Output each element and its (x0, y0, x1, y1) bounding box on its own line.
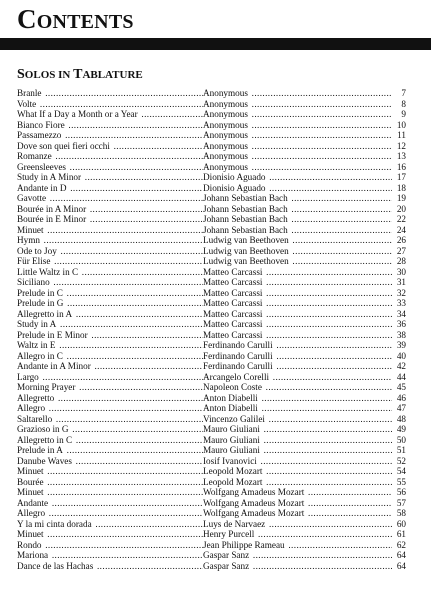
toc-entry[interactable] (17, 403, 406, 414)
toc-entry-composer-text: Matteo Carcassi (203, 298, 263, 308)
toc-entry-page: 56 (392, 487, 406, 498)
toc-entry-page: 42 (392, 361, 406, 372)
toc-entry-title (17, 477, 203, 488)
toc-entry-composer-text: Jean Philippe Rameau (203, 539, 285, 550)
toc-entry-title-text: What If a Day a Month or a Year (17, 109, 138, 119)
toc-entry-page: 48 (392, 414, 406, 425)
toc-entry-composer (203, 193, 392, 204)
toc-entry-composer (203, 235, 392, 246)
toc-entry[interactable] (17, 561, 406, 572)
toc-entry-composer-text: Dionisio Aguado (203, 182, 266, 193)
toc-entry-title (17, 424, 203, 435)
toc-entry-title (17, 340, 203, 351)
toc-entry-composer-text: Gaspar Sanz (203, 550, 250, 560)
toc-entry[interactable] (17, 193, 406, 204)
toc-entry-composer-text: Arcangelo Corelli (203, 371, 270, 382)
toc-entry-page: 22 (392, 214, 406, 225)
toc-entry-title (17, 498, 203, 509)
toc-entry[interactable] (17, 435, 406, 446)
toc-entry[interactable] (17, 99, 406, 110)
toc-entry-title-text: Waltz in E (17, 340, 56, 350)
toc-entry[interactable] (17, 298, 406, 309)
toc-entry[interactable] (17, 466, 406, 477)
toc-entry-composer (203, 403, 392, 414)
toc-entry-title-text: Allegretto (17, 392, 55, 403)
toc-entry-composer (203, 277, 392, 288)
toc-entry-composer (203, 225, 392, 236)
toc-entry-title (17, 141, 203, 152)
toc-entry-composer (203, 340, 392, 351)
toc-entry-title-text: Little Waltz in C (17, 266, 79, 277)
toc-entry[interactable] (17, 288, 406, 299)
toc-entry[interactable] (17, 550, 406, 561)
toc-entry-title-text: Prelude in C (17, 287, 63, 298)
toc-entry-title (17, 456, 203, 467)
section-title (17, 67, 143, 83)
toc-entry-composer-text: Anton Diabelli (203, 392, 258, 403)
toc-entry-title (17, 99, 203, 110)
toc-entry-composer (203, 267, 392, 278)
page-title-initial: C (17, 4, 37, 34)
toc-entry-composer-text: Mauro Giuliani (203, 424, 260, 434)
toc-entry-composer-text: Vincenzo Galilei (203, 413, 265, 424)
toc-entry-composer (203, 88, 392, 99)
toc-entry-title (17, 193, 203, 204)
toc-entry-page: 55 (392, 477, 406, 488)
toc-entry-title-text: Prelude in A (17, 445, 63, 455)
toc-entry-title (17, 393, 203, 404)
toc-entry-title-text: Romanze (17, 151, 52, 161)
toc-entry-composer (203, 466, 392, 477)
toc-entry[interactable] (17, 498, 406, 509)
toc-entry-composer (203, 456, 392, 467)
toc-entry[interactable] (17, 172, 406, 183)
toc-entry-title (17, 151, 203, 162)
toc-entry-composer-text: Dionisio Aguado (203, 172, 266, 182)
toc-entry[interactable] (17, 477, 406, 488)
toc-entry-composer-text: Anonymous (203, 140, 248, 151)
toc-entry-title-text: Allegretto in A (17, 308, 73, 319)
toc-entry-composer (203, 183, 392, 194)
toc-entry-composer-text: Leopold Mozart (203, 476, 263, 487)
toc-entry-title (17, 561, 203, 572)
toc-entry-title (17, 519, 203, 530)
toc-entry-title (17, 183, 203, 194)
toc-entry-title-text: Saltarello (17, 413, 53, 424)
toc-entry-composer (203, 162, 392, 173)
toc-entry-composer-text: Anonymous (203, 151, 248, 161)
toc-entry-page: 45 (392, 382, 406, 393)
toc-entry-composer-text: Ludwig van Beethoven (203, 256, 289, 266)
toc-entry-composer (203, 477, 392, 488)
toc-entry-title-text: Morning Prayer (17, 382, 76, 392)
toc-entry-composer (203, 246, 392, 257)
toc-entry-title-text: Branle (17, 88, 42, 98)
toc-entry-title (17, 361, 203, 372)
toc-entry-page: 24 (392, 225, 406, 236)
toc-entry-composer-text: Matteo Carcassi (203, 277, 263, 287)
toc-entry[interactable] (17, 162, 406, 173)
toc-entry-title-text: Allegro in C (17, 350, 63, 361)
toc-entry-composer-text: Johann Sebastian Bach (203, 214, 288, 224)
toc-entry-page: 10 (392, 120, 406, 131)
toc-entry[interactable] (17, 309, 406, 320)
toc-entry-composer (203, 204, 392, 215)
toc-entry-page: 36 (392, 319, 406, 330)
toc-entry-title-text: Volte (17, 98, 37, 109)
toc-entry-composer-text: Wolfgang Amadeus Mozart (203, 487, 305, 497)
toc-entry-page: 52 (392, 456, 406, 467)
toc-entry-page: 44 (392, 372, 406, 383)
toc-entry[interactable] (17, 382, 406, 393)
toc-entry-title-text: Danube Waves (17, 455, 72, 466)
section-title-initial-2: T (73, 67, 83, 82)
toc-entry-page: 62 (392, 540, 406, 551)
toc-entry-page: 30 (392, 267, 406, 278)
toc-entry[interactable] (17, 120, 406, 131)
toc-entry-title (17, 435, 203, 446)
toc-entry-composer (203, 372, 392, 383)
toc-entry-title-text: Rondo (17, 539, 42, 550)
toc-entry-composer (203, 309, 392, 320)
toc-entry-composer (203, 445, 392, 456)
toc-entry-page: 8 (392, 99, 406, 110)
toc-entry-title-text: Greensleeves (17, 161, 66, 172)
toc-entry[interactable] (17, 277, 406, 288)
toc-entry-composer (203, 540, 392, 551)
toc-entry-page: 47 (392, 403, 406, 414)
page-title (17, 4, 134, 37)
toc-entry[interactable] (17, 445, 406, 456)
toc-entry-composer (203, 141, 392, 152)
toc-entry-composer (203, 172, 392, 183)
toc-entry-page: 40 (392, 351, 406, 362)
toc-entry[interactable] (17, 246, 406, 257)
toc-entry[interactable] (17, 319, 406, 330)
toc-entry[interactable] (17, 235, 406, 246)
toc-entry-title (17, 382, 203, 393)
toc-entry[interactable] (17, 183, 406, 194)
toc-entry-page: 27 (392, 246, 406, 257)
toc-entry-page: 34 (392, 309, 406, 320)
toc-entry-title (17, 277, 203, 288)
toc-entry-page: 33 (392, 298, 406, 309)
toc-entry-composer-text: Ferdinando Carulli (203, 340, 273, 350)
toc-entry-title (17, 109, 203, 120)
toc-entry-title-text: Prelude in G (17, 298, 64, 308)
toc-entry-composer-text: Leopold Mozart (203, 466, 263, 476)
toc-entry[interactable] (17, 267, 406, 278)
toc-entry-title (17, 540, 203, 551)
toc-entry[interactable] (17, 519, 406, 530)
toc-entry-title (17, 256, 203, 267)
toc-entry[interactable] (17, 141, 406, 152)
toc-entry-title-text: Allegretto in C (17, 434, 73, 445)
toc-entry[interactable] (17, 424, 406, 435)
toc-entry[interactable] (17, 214, 406, 225)
toc-entry-composer (203, 550, 392, 561)
toc-entry-composer (203, 382, 392, 393)
toc-entry-title-text: Prelude in E Minor (17, 329, 88, 340)
toc-entry-title (17, 466, 203, 477)
toc-entry-composer-text: Anonymous (203, 130, 248, 140)
toc-entry-title (17, 330, 203, 341)
toc-entry[interactable] (17, 361, 406, 372)
toc-entry-composer-text: Mauro Giuliani (203, 445, 260, 455)
toc-entry-composer-text: Ferdinando Carulli (203, 350, 273, 361)
toc-entry[interactable] (17, 508, 406, 519)
toc-entry-page: 13 (392, 151, 406, 162)
toc-entry-title-text: Ode to Joy (17, 245, 57, 256)
toc-entry-composer-text: Luys de Narvaez (203, 518, 266, 529)
toc-entry-composer (203, 529, 392, 540)
toc-entry[interactable] (17, 88, 406, 99)
toc-entry-title-text: Minuet (17, 466, 44, 476)
toc-entry-composer-text: Ferdinando Carulli (203, 361, 273, 371)
section-title-rest-2: ABLATURE (82, 69, 143, 81)
toc-entry-composer (203, 130, 392, 141)
toc-entry-title-text: Dance de las Hachas (17, 560, 94, 571)
toc-entry-composer (203, 298, 392, 309)
toc-entry-page: 16 (392, 162, 406, 173)
toc-entry-composer-text: Wolfgang Amadeus Mozart (203, 508, 305, 518)
toc-entry-page: 38 (392, 330, 406, 341)
toc-entry-composer-text: Ludwig van Beethoven (203, 235, 289, 245)
toc-entry-title-text: Bourée in E Minor (17, 214, 87, 224)
toc-entry-title (17, 372, 203, 383)
page-title-rest: ONTENTS (36, 11, 134, 33)
toc-entry-title-text: Hymn (17, 235, 40, 245)
toc-entry[interactable] (17, 204, 406, 215)
toc-entry-title (17, 403, 203, 414)
toc-entry-title (17, 88, 203, 99)
toc-entry-page: 18 (392, 183, 406, 194)
toc-entry-composer-text: Matteo Carcassi (203, 287, 263, 298)
toc-entry-title-text: Bianco Fiore (17, 119, 65, 130)
toc-entry-title-text: Andante in A Minor (17, 361, 91, 371)
toc-entry[interactable] (17, 540, 406, 551)
toc-entry-composer (203, 393, 392, 404)
toc-entry-page: 64 (392, 561, 406, 572)
toc-entry-title-text: Largo (17, 371, 39, 382)
toc-entry-composer-text: Anonymous (203, 161, 248, 172)
toc-entry-title (17, 351, 203, 362)
toc-entry-title-text: Mariona (17, 550, 49, 560)
toc-entry-composer (203, 519, 392, 530)
toc-entry-page: 31 (392, 277, 406, 288)
toc-entry-title-text: Allegro (17, 403, 46, 413)
toc-entry-composer (203, 414, 392, 425)
toc-entry[interactable] (17, 109, 406, 120)
toc-entry-composer-text: Anton Diabelli (203, 403, 258, 413)
toc-entry-composer (203, 361, 392, 372)
toc-entry-title (17, 225, 203, 236)
toc-entry-title (17, 487, 203, 498)
toc-entry-composer-text: Ludwig van Beethoven (203, 245, 289, 256)
toc-entry-page: 57 (392, 498, 406, 509)
toc-entry-title-text: Study in A (17, 319, 57, 329)
toc-entry-composer (203, 151, 392, 162)
toc-entry-page: 58 (392, 508, 406, 519)
toc-entry-page: 26 (392, 235, 406, 246)
toc-entry-composer (203, 288, 392, 299)
toc-entry[interactable] (17, 351, 406, 362)
toc-entry[interactable] (17, 372, 406, 383)
toc-entry-composer-text: Johann Sebastian Bach (203, 193, 288, 203)
toc-list (17, 88, 406, 571)
toc-entry-title-text: Y la mi cinta dorada (17, 518, 92, 529)
toc-entry-title-text: Minuet (17, 487, 44, 497)
toc-entry-title (17, 288, 203, 299)
toc-entry-page: 60 (392, 519, 406, 530)
toc-entry-composer (203, 508, 392, 519)
toc-entry-title-text: Grazioso in G (17, 424, 69, 434)
toc-entry[interactable] (17, 225, 406, 236)
toc-entry-title (17, 235, 203, 246)
toc-entry-title (17, 298, 203, 309)
toc-entry-composer (203, 351, 392, 362)
toc-entry-page: 17 (392, 172, 406, 183)
toc-entry-page: 51 (392, 445, 406, 456)
toc-entry-composer (203, 435, 392, 446)
toc-entry-title-text: Bourée in A Minor (17, 203, 87, 214)
toc-entry-composer (203, 498, 392, 509)
toc-entry-title-text: Allegro (17, 508, 46, 518)
toc-entry-title-text: Gavotte (17, 193, 47, 203)
toc-entry-title-text: Study in A Minor (17, 172, 82, 182)
toc-entry-title-text: Für Elise (17, 256, 51, 266)
toc-entry-title-text: Siciliano (17, 277, 50, 287)
toc-entry-composer (203, 330, 392, 341)
toc-entry-title (17, 309, 203, 320)
toc-entry-page: 28 (392, 256, 406, 267)
toc-entry-composer-text: Johann Sebastian Bach (203, 224, 288, 235)
toc-entry-title (17, 172, 203, 183)
toc-entry-composer-text: Henry Purcell (203, 529, 255, 539)
toc-entry-title-text: Minuet (17, 224, 44, 235)
toc-entry[interactable] (17, 529, 406, 540)
toc-entry-composer (203, 120, 392, 131)
toc-entry-composer (203, 256, 392, 267)
toc-entry-composer-text: Anonymous (203, 88, 248, 98)
toc-entry-page: 11 (392, 130, 406, 141)
section-title-rest-1: OLOS IN (24, 69, 74, 81)
toc-entry-composer-text: Iosif Ivanovici (203, 455, 257, 466)
toc-entry-title (17, 414, 203, 425)
toc-entry-composer-text: Matteo Carcassi (203, 329, 263, 340)
toc-entry-composer-text: Matteo Carcassi (203, 266, 263, 277)
toc-entry[interactable] (17, 393, 406, 404)
toc-entry-page: 54 (392, 466, 406, 477)
toc-entry-title (17, 204, 203, 215)
toc-entry-title (17, 162, 203, 173)
toc-entry-page: 50 (392, 435, 406, 446)
toc-entry-page: 9 (392, 109, 406, 120)
section-title-initial-1: S (17, 67, 25, 82)
toc-entry-title (17, 529, 203, 540)
toc-entry-title (17, 319, 203, 330)
toc-entry-title (17, 508, 203, 519)
toc-entry-composer-text: Anonymous (203, 119, 248, 130)
toc-entry-page: 20 (392, 204, 406, 215)
toc-entry[interactable] (17, 340, 406, 351)
toc-entry-composer-text: Wolfgang Amadeus Mozart (203, 497, 305, 508)
toc-entry[interactable] (17, 330, 406, 341)
toc-entry-composer-text: Mauro Giuliani (203, 434, 260, 445)
toc-entry[interactable] (17, 130, 406, 141)
toc-entry-title (17, 130, 203, 141)
toc-entry-page: 49 (392, 424, 406, 435)
toc-entry-page: 39 (392, 340, 406, 351)
toc-entry-title-text: Andante in D (17, 182, 67, 193)
toc-entry-composer (203, 319, 392, 330)
toc-entry-composer (203, 109, 392, 120)
toc-entry-title (17, 120, 203, 131)
toc-entry-page: 12 (392, 141, 406, 152)
toc-entry-title (17, 445, 203, 456)
toc-entry-title-text: Minuet (17, 529, 44, 539)
toc-entry-title (17, 246, 203, 257)
toc-entry-title-text: Andante (17, 497, 49, 508)
toc-entry-title (17, 550, 203, 561)
toc-entry-title (17, 214, 203, 225)
toc-entry-title (17, 267, 203, 278)
toc-entry-composer-text: Napoleon Coste (203, 382, 262, 392)
toc-entry-page: 46 (392, 393, 406, 404)
toc-entry-composer (203, 487, 392, 498)
toc-entry-title-text: Passamezzo (17, 130, 62, 140)
toc-entry-page: 64 (392, 550, 406, 561)
toc-entry-composer (203, 424, 392, 435)
toc-entry[interactable] (17, 456, 406, 467)
toc-entry-composer-text: Anonymous (203, 98, 248, 109)
toc-entry-composer (203, 99, 392, 110)
toc-entry[interactable] (17, 151, 406, 162)
toc-entry-composer (203, 561, 392, 572)
title-rule (0, 38, 431, 50)
toc-entry-composer (203, 214, 392, 225)
toc-entry[interactable] (17, 414, 406, 425)
toc-entry[interactable] (17, 487, 406, 498)
toc-entry-composer-text: Matteo Carcassi (203, 308, 263, 319)
toc-entry-composer-text: Anonymous (203, 109, 248, 119)
toc-entry-page: 61 (392, 529, 406, 540)
toc-entry-title-text: Dove son quei fieri occhi (17, 140, 110, 151)
toc-entry-page: 19 (392, 193, 406, 204)
toc-entry-composer-text: Gaspar Sanz (203, 560, 250, 571)
toc-entry-page: 7 (392, 88, 406, 99)
toc-entry-composer-text: Matteo Carcassi (203, 319, 263, 329)
toc-entry-title-text: Bourée (17, 476, 44, 487)
toc-entry-composer-text: Johann Sebastian Bach (203, 203, 288, 214)
toc-entry-page: 32 (392, 288, 406, 299)
toc-entry[interactable] (17, 256, 406, 267)
